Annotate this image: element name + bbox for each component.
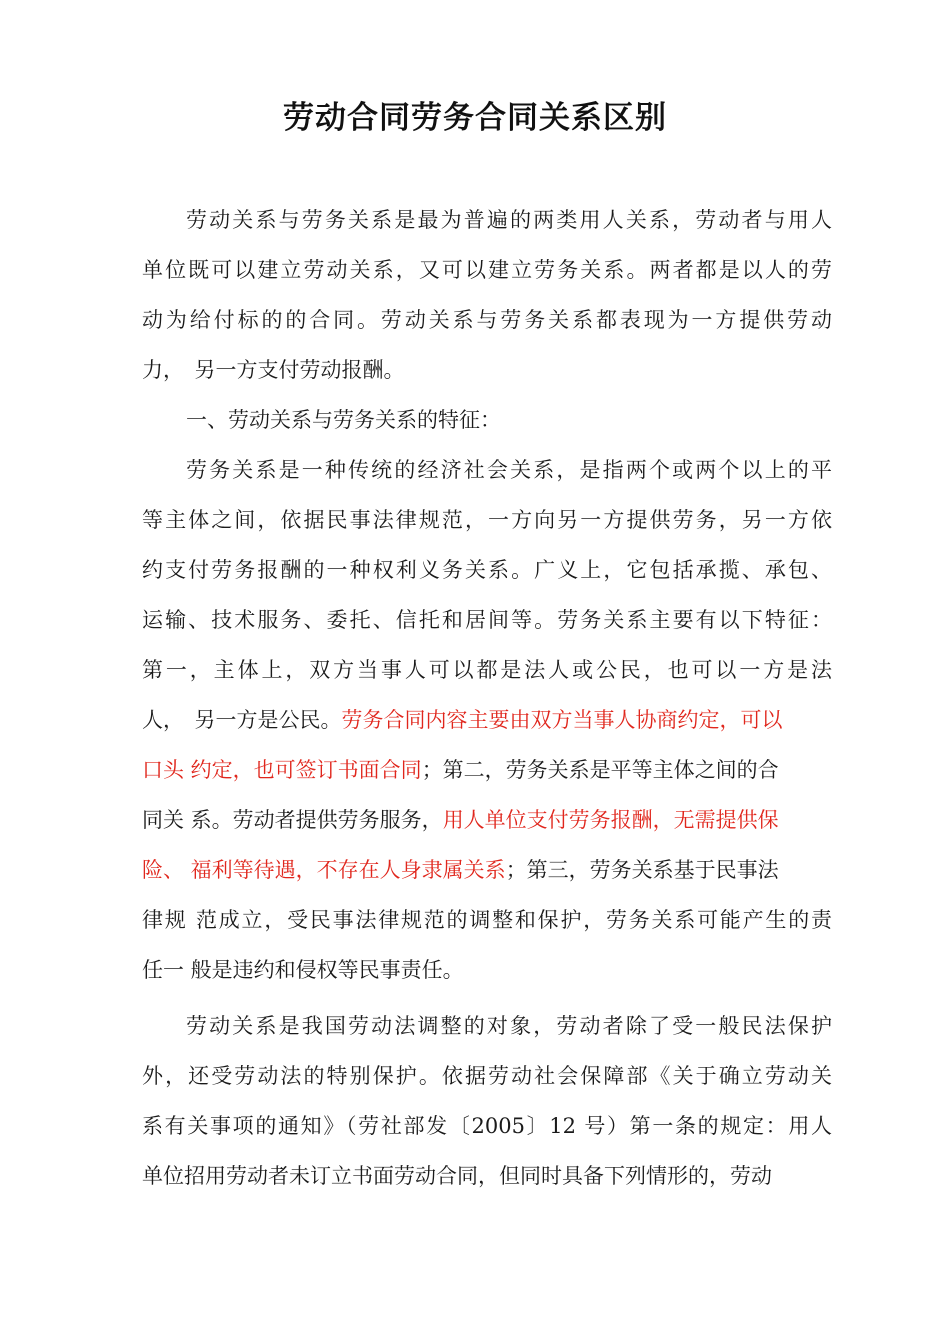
para2-line-1: 劳务关系是一种传统的经济社会关系，是指两个或两个以上的平 [186,458,832,482]
para3-line-2: 外，还受劳动法的特别保护。依据劳动社会保障部《关于确立劳动关 [142,1064,832,1088]
para3-line-4: 单位招用劳动者未订立书面劳动合同，但同时具备下列情形的，劳动 [142,1164,772,1188]
intro-line-2: 单位既可以建立劳动关系，又可以建立劳务关系。两者都是以人的劳 [142,258,832,282]
document-body [142,195,832,1201]
intro-line-1: 劳动关系与劳务关系是最为普遍的两类用人关系，劳动者与用人 [186,208,832,232]
para2-line-6 [142,695,832,745]
para2-line-7-text: ；第二，劳务关系是平等主体之间的合 [421,758,779,782]
para2-line-7 [142,745,832,795]
para2-line-8 [142,795,832,845]
para2-line-9 [142,845,832,895]
section-heading-1: 一、劳动关系与劳务关系的特征： [186,408,501,432]
para2-line-3: 约支付劳务报酬的一种权利义务关系。广义上，它包括承揽、承包、 [142,558,832,582]
intro-line-4: 力， 另一方支付劳动报酬。 [142,358,405,382]
para2-line-10: 律规 范成立，受民事法律规范的调整和保护，劳务关系可能产生的责 [142,908,832,932]
para2-line-5: 第一，主体上，双方当事人可以都是法人或公民，也可以一方是法 [142,658,832,682]
intro-line-3: 动为给付标的的合同。劳动关系与劳务关系都表现为一方提供劳动 [142,308,832,332]
para3-line-3: 系有关事项的通知》（劳社部发〔2005〕12 号）第一条的规定：用人 [142,1114,832,1138]
highlight-text-3: 用人单位支付劳务报酬，无需提供保 [442,808,779,832]
highlight-text-4: 险、 福利等待遇，不存在人身隶属关系 [142,858,506,882]
para2-line-6-text: 人， 另一方是公民。 [142,708,342,732]
para2-line-9-text: ；第三，劳务关系基于民事法 [505,858,779,882]
para2-line-4: 运输、技术服务、委托、信托和居间等。劳务关系主要有以下特征： [142,608,832,632]
highlight-text-2: 口头 约定，也可签订书面合同 [142,758,422,782]
highlight-text-1: 劳务合同内容主要由双方当事人协商约定，可以 [341,708,783,732]
page-title: 劳动合同劳务合同关系区别 [283,100,667,136]
para2-line-11: 任一 般是违约和侵权等民事责任。 [142,958,464,982]
para3-line-1: 劳动关系是我国劳动法调整的对象，劳动者除了受一般民法保护 [186,1014,832,1038]
para2-line-2: 等主体之间，依据民事法律规范，一方向另一方提供劳务，另一方依 [142,508,832,532]
para2-line-8-text: 同关 系。劳动者提供劳务服务， [142,808,443,832]
